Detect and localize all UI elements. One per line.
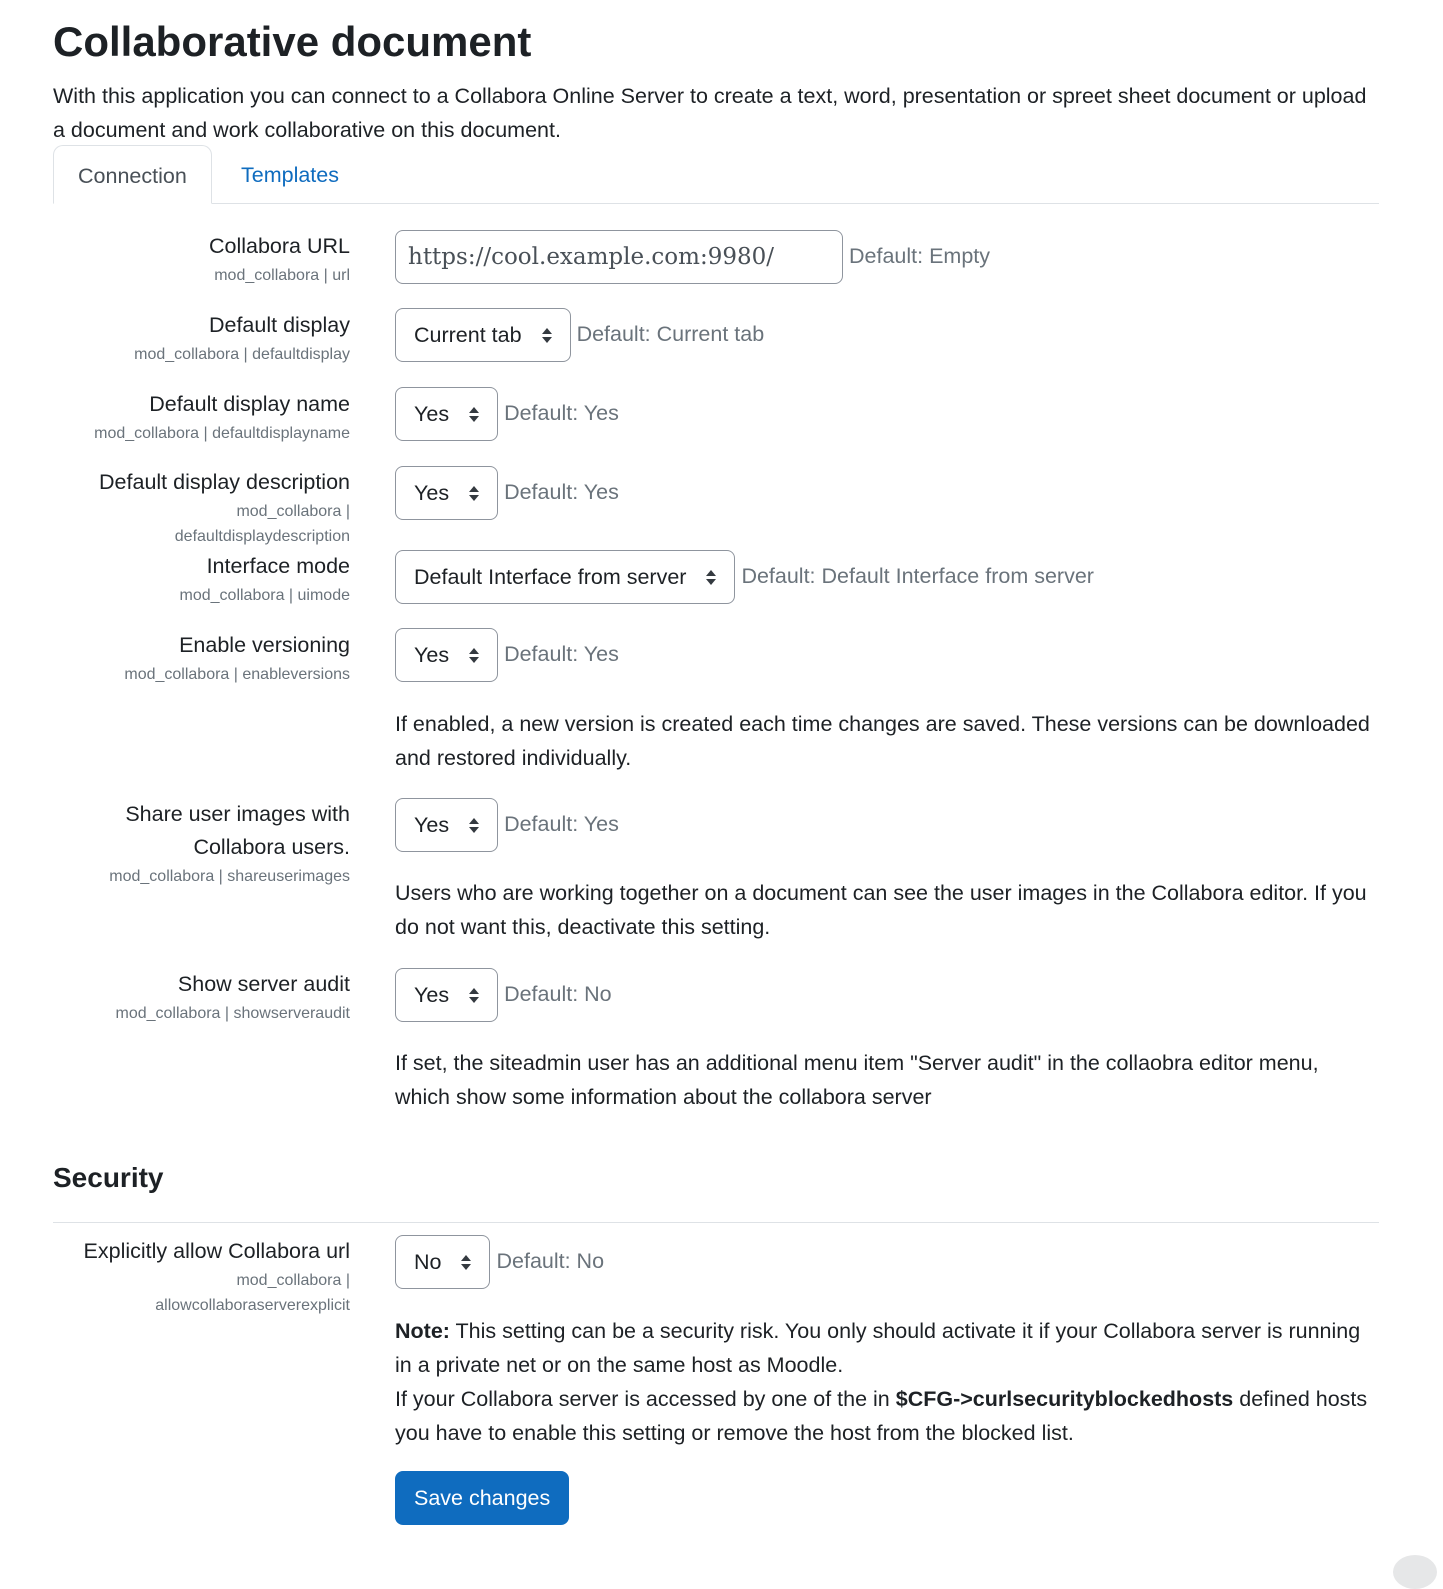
collabora-url-input[interactable] (395, 230, 843, 284)
setting-description: If set, the siteadmin user has an additional menu item "Server audit" in the collaobra editor menu, which show some information about the collabora server (395, 1051, 1319, 1109)
select-value: Default Interface from server (414, 564, 687, 589)
default-display-select[interactable] (395, 308, 571, 362)
page-intro: With this application you can connect to a Collabora Online Server to create a text, word, presentation or spreet sheet document or upload a document and work collaborative on this document. (53, 84, 1367, 142)
setting-label: Default display description (99, 470, 350, 494)
setting-label: Show server audit (177, 972, 350, 996)
setting-key: mod_collabora | defaultdisplay (134, 346, 350, 363)
note-text: This setting can be a security risk. You only should activate it if your Collabora server is running in a private net or on the same host as Moodle. (395, 1319, 1361, 1377)
sort-arrows-icon (706, 570, 716, 585)
select-value: Yes (414, 812, 450, 837)
default-display-description-select[interactable] (395, 466, 498, 520)
setting-key: mod_collabora | defaultdisplayname (94, 425, 350, 442)
select-value: Yes (414, 982, 450, 1007)
default-value: Default: No (504, 981, 612, 1006)
setting-key: mod_collabora | (236, 503, 350, 520)
setting-key: mod_collabora | (236, 1272, 350, 1289)
scroll-to-top-button[interactable] (1393, 1555, 1437, 1589)
tab-connection[interactable]: Connection (53, 145, 212, 204)
default-value: Default: Yes (504, 811, 619, 836)
default-value: Default: Current tab (576, 321, 765, 346)
setting-description: If enabled, a new version is created each time changes are saved. These versions can be downloaded and restored individually. (395, 712, 1370, 770)
blocked-hosts-paragraph (395, 1382, 1375, 1450)
setting-key: mod_collabora | url (214, 267, 350, 284)
note-paragraph (395, 1314, 1375, 1382)
note2-prefix: If your Collabora server is accessed by one of the in (395, 1387, 896, 1411)
allow-explicit-select[interactable] (395, 1235, 490, 1289)
default-value: Default: Empty (849, 243, 990, 268)
note2-suffix: defined hosts you have to enable this setting or remove the host from the blocked list. (395, 1387, 1368, 1445)
select-value: No (414, 1249, 442, 1274)
default-value: Default: Default Interface from server (741, 563, 1094, 588)
interface-mode-select[interactable] (395, 550, 735, 604)
note-label: Note: (395, 1319, 450, 1343)
setting-label: Collabora URL (208, 234, 350, 258)
sort-arrows-icon (469, 648, 479, 663)
sort-arrows-icon (542, 328, 552, 343)
setting-label: Default display (208, 313, 350, 337)
sort-arrows-icon (469, 486, 479, 501)
select-value: Current tab (414, 322, 522, 347)
enable-versioning-select[interactable] (395, 628, 498, 682)
config-variable: $CFG->curlsecurityblockedhosts (895, 1387, 1234, 1411)
share-user-images-select[interactable] (395, 798, 498, 852)
sort-arrows-icon (469, 407, 479, 422)
tab-bar (53, 145, 1379, 204)
setting-label: Enable versioning (179, 633, 350, 657)
setting-description (395, 1314, 1375, 1450)
setting-label: Collabora users. (193, 835, 350, 859)
setting-label: Interface mode (206, 554, 350, 578)
setting-key: mod_collabora | showserveraudit (115, 1005, 350, 1022)
select-value: Yes (414, 642, 450, 667)
default-value: Default: Yes (504, 641, 619, 666)
save-changes-button[interactable]: Save changes (395, 1471, 569, 1525)
setting-key: mod_collabora | shareuserimages (109, 868, 350, 885)
default-value: Default: Yes (504, 400, 619, 425)
default-value: Default: No (496, 1248, 605, 1273)
default-value: Default: Yes (504, 479, 619, 504)
sort-arrows-icon (461, 1255, 471, 1270)
setting-label: Default display name (149, 392, 350, 416)
tab-templates[interactable]: Templates (241, 163, 339, 187)
section-heading-security: Security (53, 1162, 164, 1193)
page-title: Collaborative document (53, 18, 532, 65)
setting-key: mod_collabora | uimode (179, 587, 350, 604)
section-divider (53, 1222, 1379, 1223)
default-display-name-select[interactable] (395, 387, 498, 441)
setting-label: Explicitly allow Collabora url (83, 1239, 350, 1263)
select-value: Yes (414, 401, 450, 426)
setting-key: mod_collabora | enableversions (124, 666, 350, 683)
show-server-audit-select[interactable] (395, 968, 498, 1022)
setting-label: Share user images with (125, 802, 350, 826)
setting-description: Users who are working together on a document can see the user images in the Collabora editor. If you do not want this, deactivate this setting. (395, 881, 1367, 939)
setting-key: defaultdisplaydescription (174, 528, 350, 545)
sort-arrows-icon (469, 818, 479, 833)
select-value: Yes (414, 480, 450, 505)
setting-key: allowcollaboraserverexplicit (155, 1297, 350, 1314)
sort-arrows-icon (469, 988, 479, 1003)
